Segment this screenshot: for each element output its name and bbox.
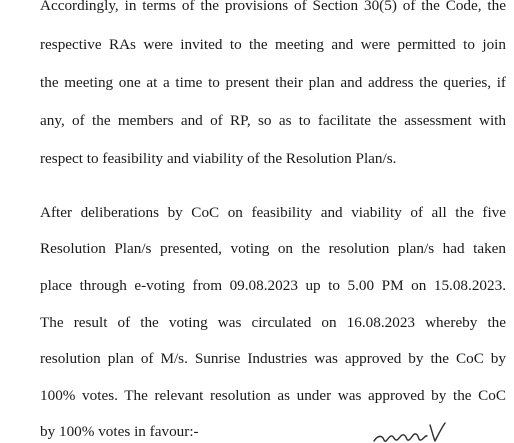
paragraph-2-line-2: Resolution Plan/s presented, voting on the resolution plan/s had taken [40, 240, 506, 257]
paragraph-2-line-5: resolution plan of M/s. Sunrise Industries was approved by the CoC by [40, 350, 506, 367]
paragraph-2-line-7: by 100% votes in favour:- [40, 423, 199, 440]
paragraph-1-line-3: the meeting one at a time to present their plan and address the queries, if [40, 74, 506, 91]
paragraph-1-line-4: any, of the members and of RP, so as to facilitate the assessment with [40, 112, 506, 129]
paragraph-2-line-1: After deliberations by CoC on feasibility and viability of all the five [40, 204, 506, 221]
paragraph-2-line-4: The result of the voting was circulated on 16.08.2023 whereby the [40, 314, 506, 331]
paragraph-1-line-5: respect to feasibility and viability of the Resolution Plan/s. [40, 150, 397, 167]
paragraph-1-line-1: Accordingly, in terms of the provisions of Section 30(5) of the Code, the [40, 0, 506, 14]
handwritten-signature [372, 421, 472, 443]
paragraph-2-line-3: place through e-voting from 09.08.2023 up to 5.00 PM on 15.08.2023. [40, 277, 506, 294]
paragraph-2-line-6: 100% votes. The relevant resolution as under was approved by the CoC [40, 387, 506, 404]
paragraph-1-line-2: respective RAs were invited to the meeting and were permitted to join [40, 36, 506, 53]
